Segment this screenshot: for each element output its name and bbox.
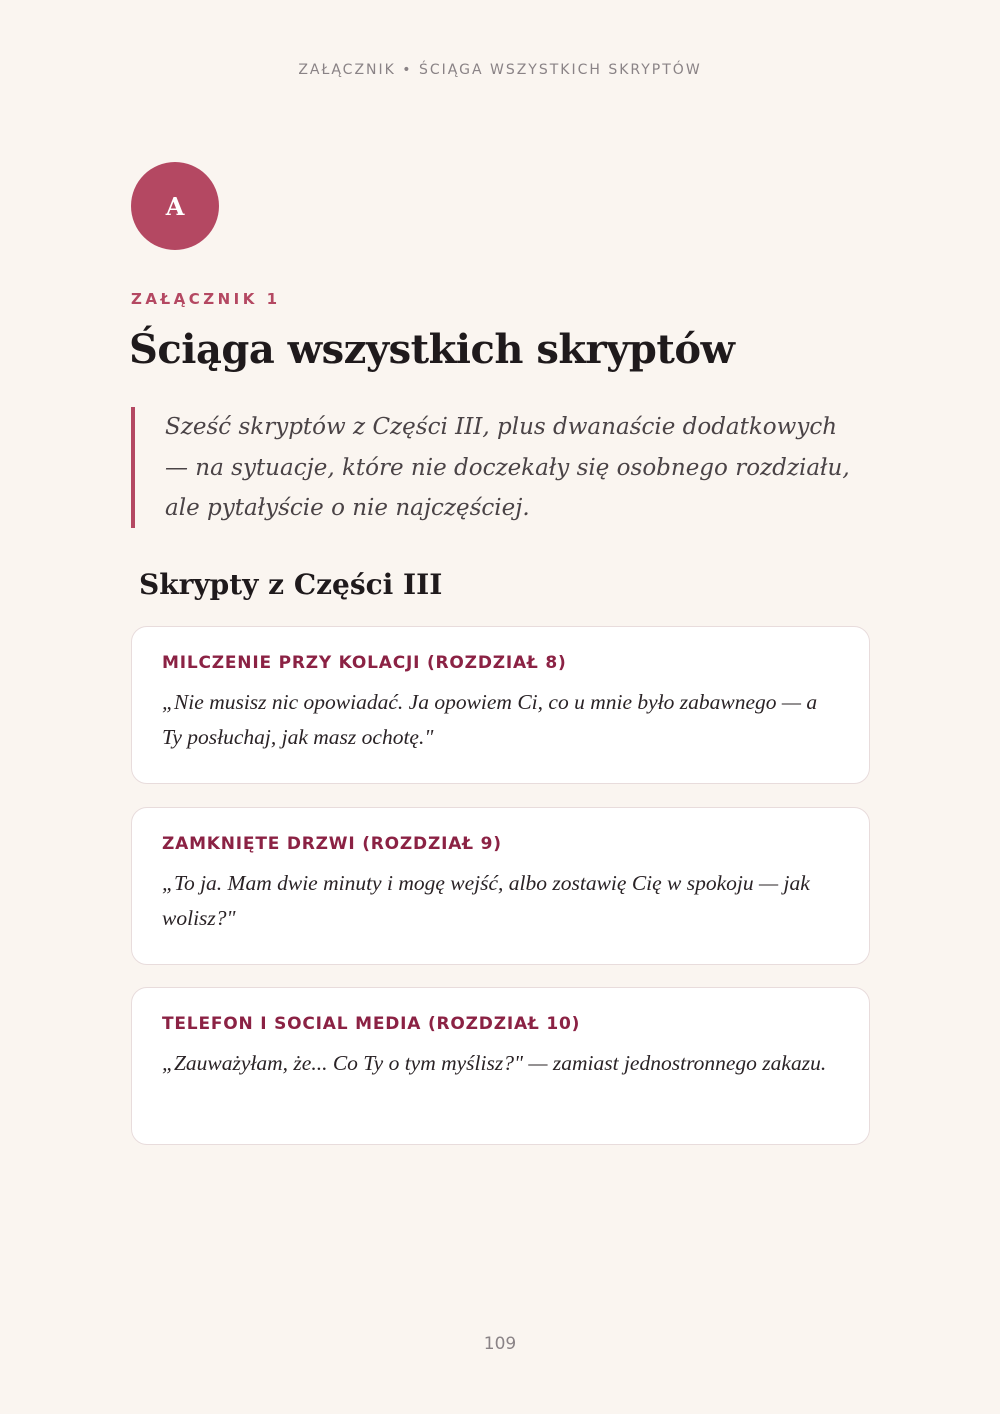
script-card-quote: „Nie musisz nic opowiadać. Ja opowiem Ci, co u mnie było zabawnego — a Ty posłuchaj, jak masz ochotę." [162,690,818,750]
page-title: Ściąga wszystkich skryptów [129,326,735,373]
script-card-quote: „Zauważyłam, że... Co Ty o tym myślisz?" — zamiast jednostronnego zakazu. [162,1051,827,1076]
script-card-title: TELEFON I SOCIAL MEDIA (ROZDZIAŁ 10) [162,1014,581,1034]
script-card-quote: „To ja. Mam dwie minuty i mogę wejść, albo zostawię Cię w spokoju — jak wolisz?" [162,871,810,931]
section-heading: Skrypty z Części III [139,568,443,601]
script-card-title: ZAMKNIĘTE DRZWI (ROZDZIAŁ 9) [162,834,502,854]
script-card [131,807,870,965]
running-header: ZAŁĄCZNIK • ŚCIĄGA WSZYSTKICH SKRYPTÓW [298,62,702,78]
script-card-title: MILCZENIE PRZY KOLACJI (ROZDZIAŁ 8) [162,653,567,673]
page-number: 109 [483,1334,517,1354]
chapter-eyebrow: ZAŁĄCZNIK 1 [131,290,281,308]
lead-text: Sześć skryptów z Części III, plus dwanaście dodatkowych — na sytuacje, które nie doczekały się osobnego rozdziału, ale pytałyście o nie najczęściej. [165,414,850,521]
lead-quote [131,407,851,528]
script-card [131,626,870,784]
script-card [131,987,870,1145]
appendix-badge: A [131,162,219,250]
